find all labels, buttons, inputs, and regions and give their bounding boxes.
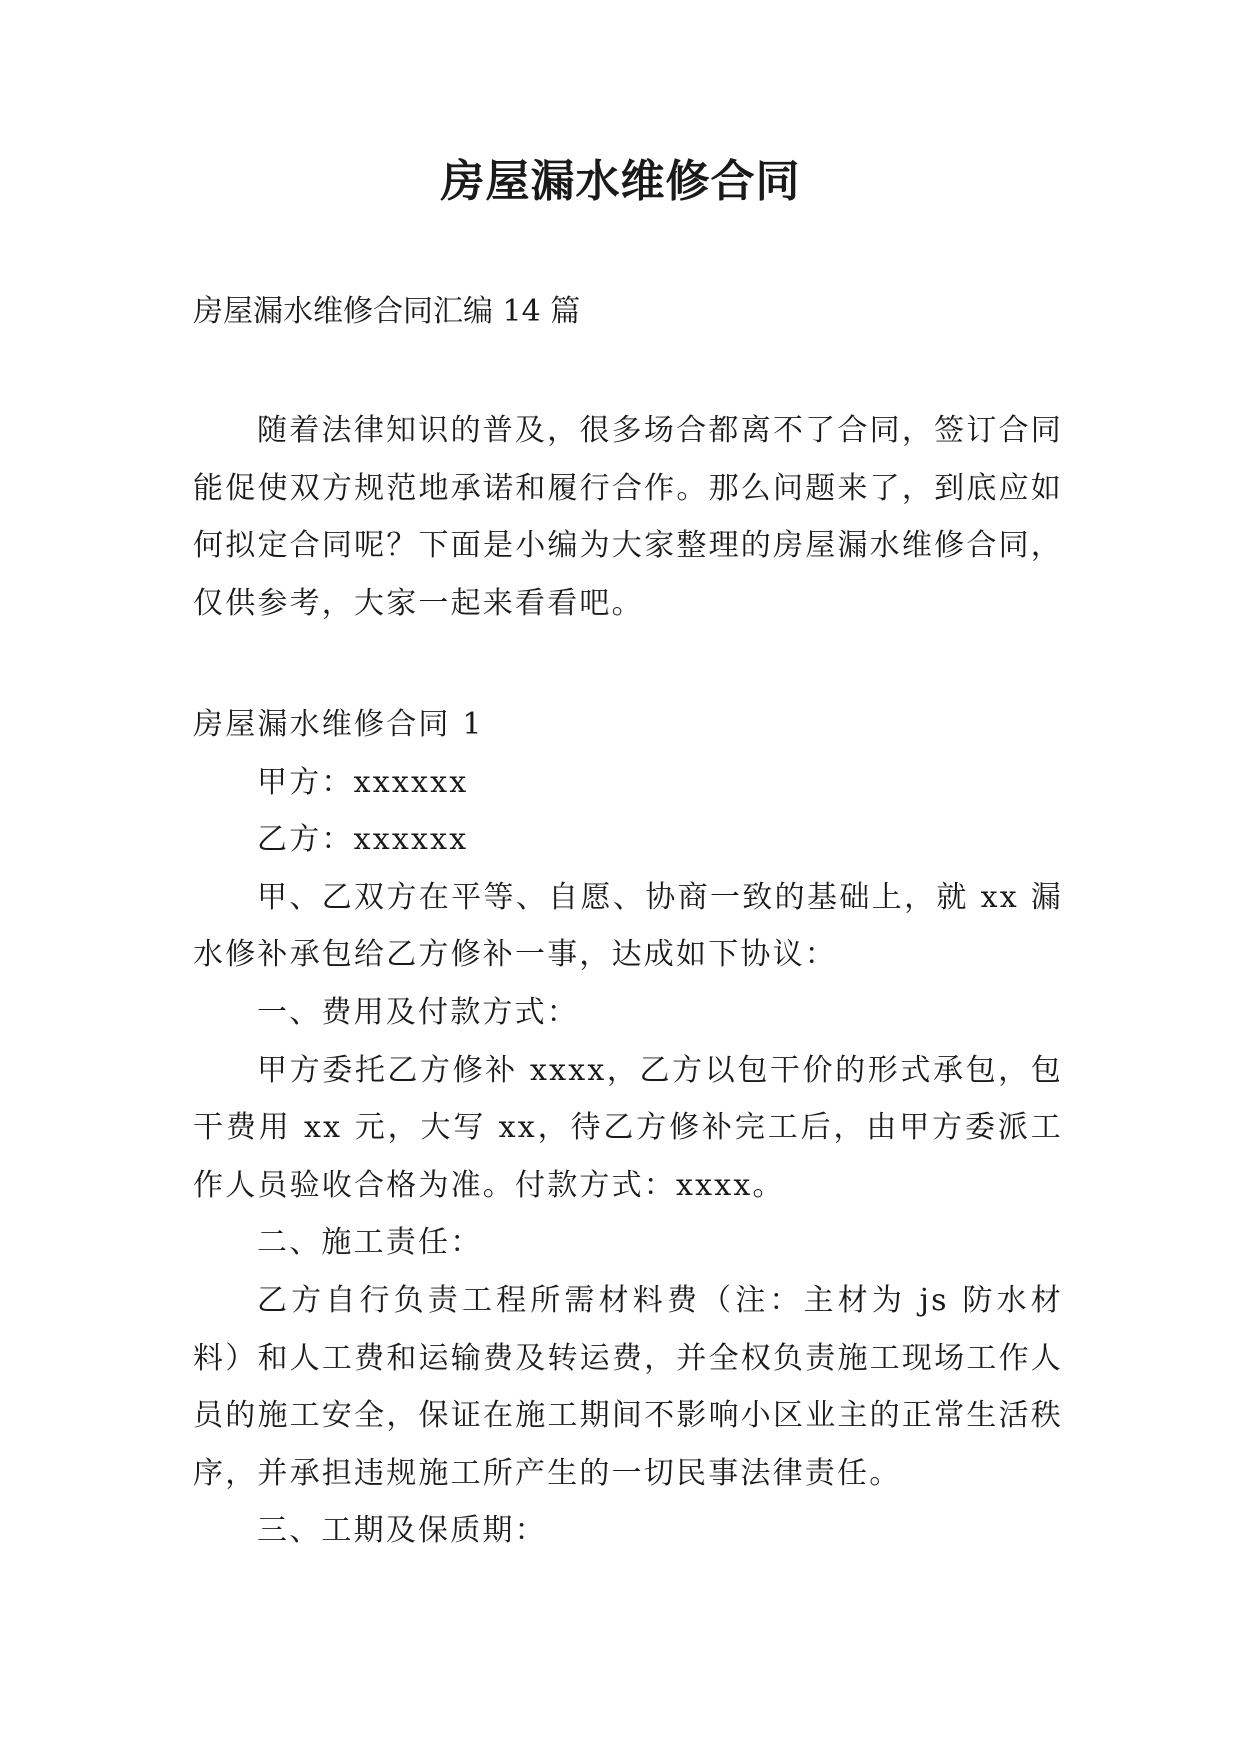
section-1-title: 一、费用及付款方式： <box>257 994 579 1030</box>
intro-paragraph: 随着法律知识的普及，很多场合都离不了合同，签订合同能促使双方规范地承诺和履行合作。那么问题来了，到底应如何拟定合同呢？下面是小编为大家整理的房屋漏水维修合同，仅供参考，大家一起来看看吧。 <box>193 413 1063 621</box>
contract-section <box>193 696 1063 1560</box>
intro-section <box>193 402 1063 632</box>
document-title: 房屋漏水维修合同 <box>440 156 801 207</box>
section-2-body: 乙方自行负责工程所需材料费（注：主材为 js 防水材料）和人工费和运输费及转运费，并全权负责施工现场工作人员的施工安全，保证在施工期间不影响小区业主的正常生活秩序，并承担违规施工所产生的一切民事法律责任。 <box>193 1282 1063 1491</box>
contract-heading: 房屋漏水维修合同 1 <box>193 707 484 742</box>
document-subtitle: 房屋漏水维修合同汇编 14 篇 <box>193 294 581 329</box>
preamble-paragraph: 甲、乙双方在平等、自愿、协商一致的基础上，就 xx 漏水修补承包给乙方修补一事，达成如下协议： <box>193 879 1063 973</box>
section-2-title: 二、施工责任： <box>257 1225 483 1261</box>
section-1-body: 甲方委托乙方修补 xxxx，乙方以包干价的形式承包，包干费用 xx 元，大写 xx，待乙方修补完工后，由甲方委派工作人员验收合格为准。付款方式：xxxx。 <box>193 1052 1063 1203</box>
section-3-title: 三、工期及保质期： <box>257 1513 547 1549</box>
party-a-line: 甲方：xxxxxx <box>257 764 469 800</box>
party-b-line: 乙方：xxxxxx <box>257 822 469 858</box>
